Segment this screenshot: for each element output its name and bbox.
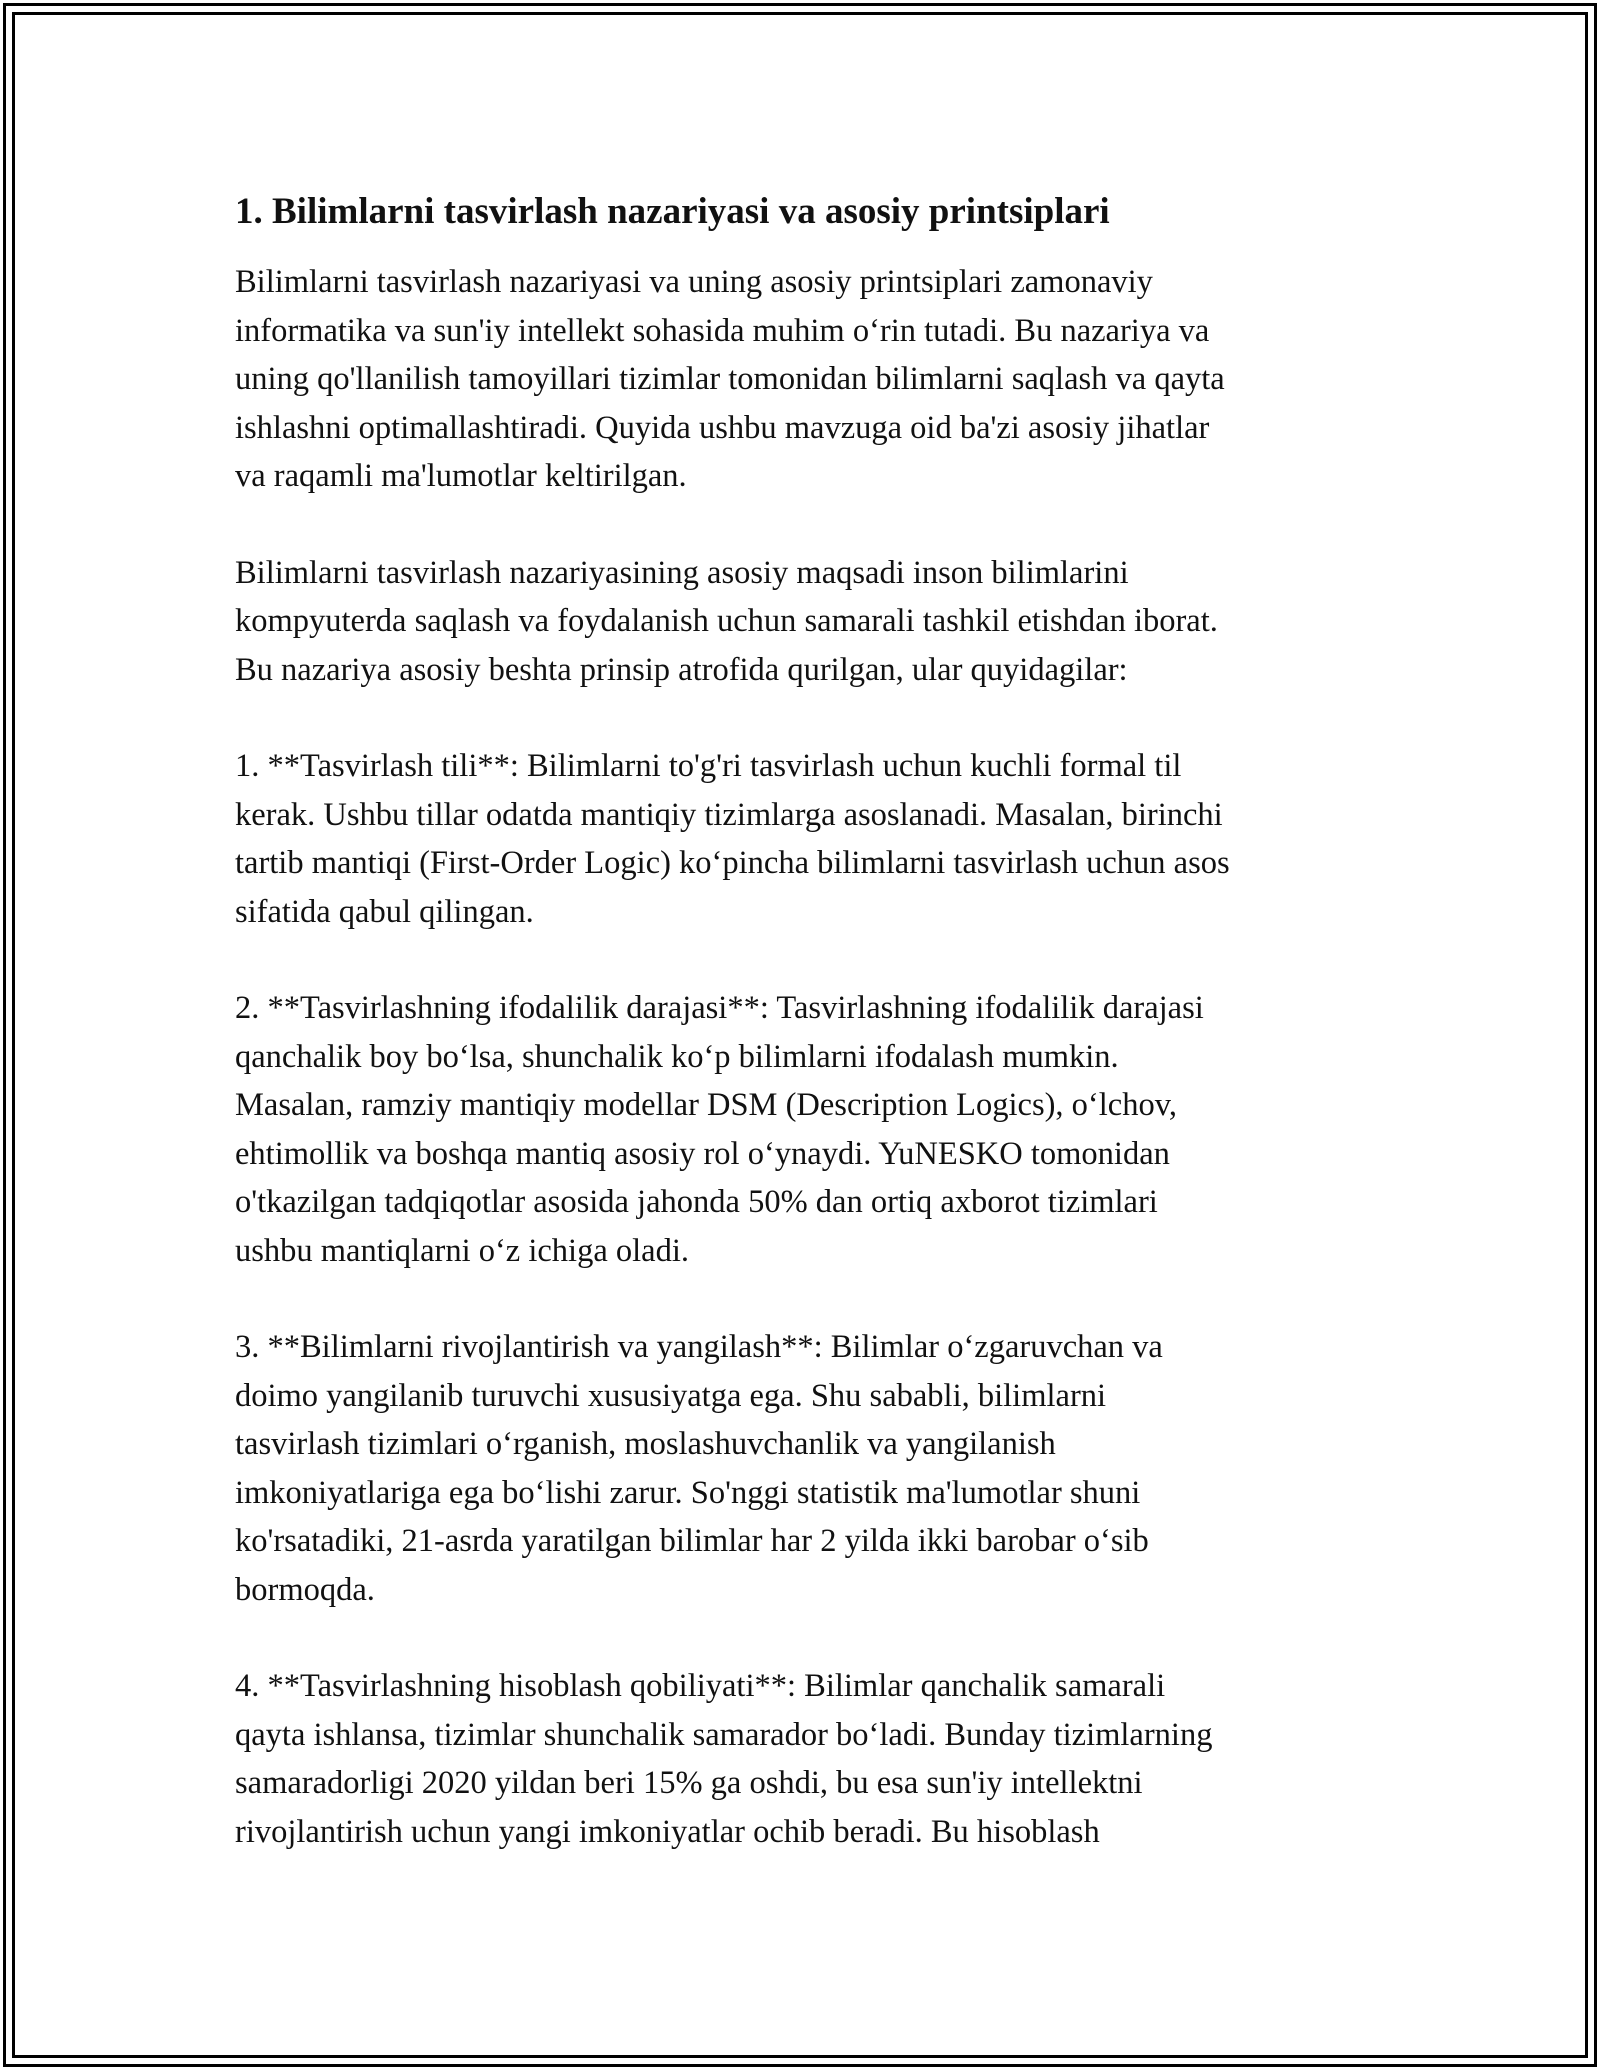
list-item-2: 2. **Tasvirlashning ifodalilik darajasi**: Tasvirlashning ifodalilik darajasi qanchalik boy boʻlsa, shunchalik koʻp bilimlarni ifodalash mumkin. Masalan, ramziy mantiqiy modellar DSM (Description Logics), oʻlchov, ehtimollik va boshqa mantiq asosiy rol oʻynaydi. YuNESKO tomonidan o'tkazilgan tadqiqotlar asosida jahonda 50% dan ortiq axborot tizimlari ushbu mantiqlarni oʻz ichiga oladi. xyxy=(235,990,1204,1269)
paragraph-intro: Bilimlarni tasvirlash nazariyasi va uning asosiy printsiplari zamonaviy informatika va sun'iy intellekt sohasida muhim oʻrin tutadi. Bu nazariya va uning qo'llanilish tamoyillari tizimlar tomonidan bilimlarni saqlash va qayta ishlashni optimallashtiradi. Quyida ushbu mavzuga oid ba'zi asosiy jihatlar va raqamli ma'lumotlar keltirilgan. xyxy=(235,264,1225,494)
paragraph-purpose: Bilimlarni tasvirlash nazariyasining asosiy maqsadi inson bilimlarini kompyuterda saqlash va foydalanish uchun samarali tashkil etishdan iborat. Bu nazariya asosiy beshta prinsip atrofida qurilgan, ular quyidagilar: xyxy=(235,554,1218,688)
list-item-4: 4. **Tasvirlashning hisoblash qobiliyati**: Bilimlar qanchalik samarali qayta ishlansa, tizimlar shunchalik samarador boʻladi. Bunday tizimlarning samaradorligi 2020 yildan beri 15% ga oshdi, bu esa sun'iy intellektni rivojlantirish uchun yangi imkoniyatlar ochib beradi. Bu hisoblash xyxy=(235,1668,1213,1850)
document-body xyxy=(235,188,1385,1904)
list-item-1: 1. **Tasvirlash tili**: Bilimlarni to'g'ri tasvirlash uchun kuchli formal til kerak. Ushbu tillar odatda mantiqiy tizimlarga asoslanadi. Masalan, birinchi tartib mantiqi (First-Order Logic) koʻpincha bilimlarni tasvirlash uchun asos sifatida qabul qilingan. xyxy=(235,748,1230,930)
section-heading: 1. Bilimlarni tasvirlash nazariyasi va asosiy printsiplari xyxy=(235,191,1110,232)
list-item-3: 3. **Bilimlarni rivojlantirish va yangilash**: Bilimlar oʻzgaruvchan va doimo yangilanib turuvchi xususiyatga ega. Shu sababli, bilimlarni tasvirlash tizimlari oʻrganish, moslashuvchanlik va yangilanish imkoniyatlariga ega boʻlishi zarur. So'nggi statistik ma'lumotlar shuni ko'rsatadiki, 21-asrda yaratilgan bilimlar har 2 yilda ikki barobar oʻsib bormoqda. xyxy=(235,1329,1163,1608)
